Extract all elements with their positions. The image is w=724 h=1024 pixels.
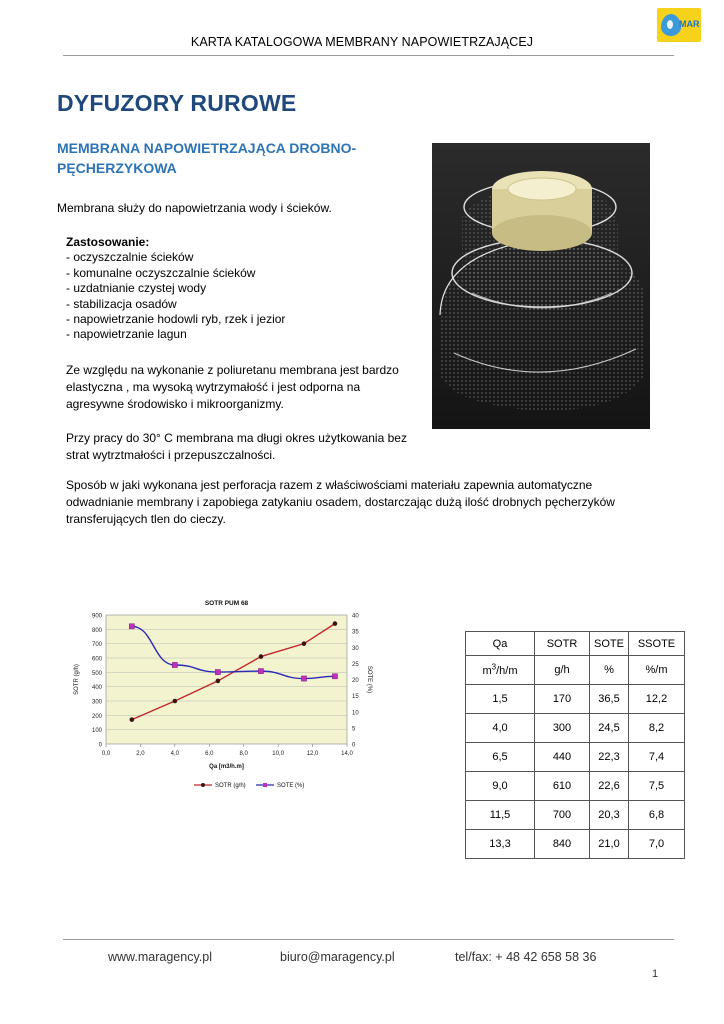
y-axis-label-left: SOTR (g/h) bbox=[74, 664, 80, 695]
list-item: - napowietrzanie hodowli ryb, rzek i jezior bbox=[66, 312, 286, 327]
table-cell: 4,0 bbox=[466, 714, 535, 743]
chart-svg bbox=[66, 591, 380, 801]
y-tick-label-left: 300 bbox=[91, 699, 102, 706]
y-tick-label-left: 200 bbox=[91, 713, 102, 720]
y-tick-label-right: 35 bbox=[352, 629, 359, 636]
subtitle-line-2: PĘCHERZYKOWA bbox=[57, 160, 177, 176]
x-axis-label: Qa [m3/h.m] bbox=[209, 764, 244, 770]
membrane-tubes-illustration bbox=[432, 143, 650, 429]
table-cell: 22,6 bbox=[590, 772, 629, 801]
table-unit-cell bbox=[466, 656, 535, 685]
table-unit-cell: % bbox=[590, 656, 629, 685]
x-tick-label: 8,0 bbox=[239, 751, 248, 757]
x-tick-label: 12,0 bbox=[306, 751, 319, 757]
paragraph-line: strat wytrztmałości i przepuszczalności. bbox=[66, 448, 276, 462]
data-point-sotr bbox=[259, 654, 264, 659]
table-cell: 12,2 bbox=[629, 685, 685, 714]
table-units-row bbox=[466, 656, 685, 685]
paragraph-temperature bbox=[66, 430, 416, 464]
header-title: KARTA KATALOGOWA MEMBRANY NAPOWIETRZAJĄCEJ bbox=[190, 35, 534, 49]
y-tick-label-left: 400 bbox=[91, 685, 102, 692]
x-tick-label: 0,0 bbox=[101, 751, 111, 757]
y-tick-label-right: 25 bbox=[352, 661, 359, 668]
table-row bbox=[466, 801, 685, 830]
legend-label: SOTR (g/h) bbox=[215, 783, 246, 790]
y-tick-label-right: 40 bbox=[352, 613, 359, 620]
list-item: - uzdatnianie czystej wody bbox=[66, 281, 207, 296]
data-point-sotr bbox=[333, 621, 338, 626]
applications-list bbox=[66, 235, 285, 343]
data-point-sotr bbox=[130, 717, 135, 722]
table-cell: 440 bbox=[535, 743, 590, 772]
y-tick-label-left: 600 bbox=[91, 656, 102, 663]
table-cell: 7,0 bbox=[629, 830, 685, 859]
table-cell: 7,4 bbox=[629, 743, 685, 772]
performance-table bbox=[465, 631, 685, 859]
table-header-cell: SSOTE bbox=[629, 632, 685, 656]
y-tick-label-right: 10 bbox=[352, 710, 359, 717]
table-cell: 840 bbox=[535, 830, 590, 859]
paragraph-line: Sposób w jaki wykonana jest perforacja razem z właściwościami materiału zapewnia automatyczne bbox=[66, 478, 593, 492]
table-cell: 24,5 bbox=[590, 714, 629, 743]
table-row bbox=[466, 685, 685, 714]
y-tick-label-right: 5 bbox=[352, 726, 356, 733]
logo-text: MAR bbox=[679, 19, 700, 29]
y-tick-label-left: 100 bbox=[91, 728, 102, 735]
table-unit-cell: g/h bbox=[535, 656, 590, 685]
unit-qa: $m^3/h/m$ bbox=[482, 662, 518, 678]
x-tick-label: 6,0 bbox=[205, 751, 214, 757]
table-cell: 6,5 bbox=[466, 743, 535, 772]
table-header-row bbox=[466, 632, 685, 656]
y-tick-label-right: 20 bbox=[352, 678, 359, 684]
legend-label: SOTE (%) bbox=[277, 783, 305, 790]
legend-marker bbox=[263, 783, 267, 787]
paragraph-line: odwadnianie membrany i zapobiega zatykaniu osadem, dostarczając dużą ilość drobnych pęcherzyków bbox=[66, 495, 615, 509]
table-row bbox=[466, 772, 685, 801]
table-cell: 13,3 bbox=[466, 830, 535, 859]
data-point-sote bbox=[215, 669, 220, 674]
table-cell: 7,5 bbox=[629, 772, 685, 801]
sotr-chart bbox=[66, 591, 380, 801]
data-point-sote bbox=[172, 662, 177, 667]
applications-heading: Zastosowanie: bbox=[66, 235, 150, 249]
data-point-sote bbox=[332, 674, 337, 679]
table-cell: 300 bbox=[535, 714, 590, 743]
data-point-sotr bbox=[302, 641, 307, 646]
y-axis-label-right: SOTE (%) bbox=[366, 665, 372, 694]
page-title: DYFUZORY RUROWE bbox=[57, 90, 297, 116]
table-cell: 22,3 bbox=[590, 743, 629, 772]
table-row bbox=[466, 743, 685, 772]
y-tick-label-left: 800 bbox=[91, 627, 102, 634]
table-row bbox=[466, 830, 685, 859]
y-tick-label-left: 500 bbox=[91, 670, 102, 677]
paragraph-perforation bbox=[66, 477, 666, 528]
unit-superscript: 3 bbox=[491, 662, 497, 672]
table-cell: 610 bbox=[535, 772, 590, 801]
table-unit-cell: %/m bbox=[629, 656, 685, 685]
table-cell: 36,5 bbox=[590, 685, 629, 714]
water-drop-icon bbox=[661, 14, 681, 36]
table-cell: 1,5 bbox=[466, 685, 535, 714]
paragraph-line: agresywne środowisko i mikroorganizmy. bbox=[66, 397, 284, 411]
y-tick-label-left: 700 bbox=[91, 642, 102, 649]
y-tick-label-left: 900 bbox=[91, 613, 102, 620]
table-cell: 21,0 bbox=[590, 830, 629, 859]
table-row bbox=[466, 714, 685, 743]
data-point-sotr bbox=[216, 679, 221, 684]
paragraph-line: Przy pracy do 30° C membrana ma długi okres użytkowania bez bbox=[66, 431, 407, 445]
data-point-sote bbox=[129, 624, 134, 629]
data-point-sote bbox=[258, 669, 263, 674]
paragraph-line: elastyczna , ma wysoką wytrzymałość i jest odporna na bbox=[66, 380, 361, 394]
list-item: - oczyszczalnie ścieków bbox=[66, 250, 194, 265]
x-tick-label: 10,0 bbox=[272, 751, 284, 757]
y-tick-label-right: 15 bbox=[352, 694, 359, 701]
table-header-cell: Qa bbox=[466, 632, 535, 656]
footer-phone: tel/fax: + 48 42 658 58 36 bbox=[455, 950, 597, 964]
data-point-sote bbox=[301, 676, 306, 681]
header-divider bbox=[63, 55, 674, 56]
y-tick-label-left: 0 bbox=[98, 742, 102, 749]
membrane-photo bbox=[432, 143, 650, 429]
footer-divider bbox=[63, 939, 674, 940]
table-header-cell: SOTR bbox=[535, 632, 590, 656]
table-cell: 700 bbox=[535, 801, 590, 830]
data-point-sotr bbox=[173, 699, 178, 704]
page-number: 1 bbox=[652, 968, 659, 980]
list-item: - napowietrzanie lagun bbox=[66, 327, 187, 342]
table-header-cell: SOTE bbox=[590, 632, 629, 656]
table-cell: 8,2 bbox=[629, 714, 685, 743]
table-cell: 20,3 bbox=[590, 801, 629, 830]
y-tick-label-right: 30 bbox=[352, 645, 359, 652]
table-cell: 170 bbox=[535, 685, 590, 714]
section-subtitle bbox=[57, 138, 387, 178]
x-tick-label: 4,0 bbox=[170, 751, 180, 757]
footer-email-link[interactable]: biuro@maragency.pl bbox=[280, 950, 395, 964]
paragraph-line: transferujących tlen do cieczy. bbox=[66, 512, 226, 526]
footer-website-link[interactable]: www.maragency.pl bbox=[108, 950, 212, 964]
table-cell: 9,0 bbox=[466, 772, 535, 801]
intro-text: Membrana służy do napowietrzania wody i ścieków. bbox=[57, 201, 332, 215]
list-item: - stabilizacja osadów bbox=[66, 296, 177, 311]
paragraph-material bbox=[66, 362, 416, 413]
x-tick-label: 2,0 bbox=[136, 751, 145, 757]
legend-marker bbox=[201, 783, 205, 787]
y-tick-label-right: 0 bbox=[352, 742, 356, 749]
subtitle-line-1: MEMBRANA NAPOWIETRZAJĄCA DROBNO- bbox=[57, 140, 357, 156]
list-item: - komunalne oczyszczalnie ścieków bbox=[66, 265, 256, 280]
table-cell: 11,5 bbox=[466, 801, 535, 830]
table-cell: 6,8 bbox=[629, 801, 685, 830]
plot-area bbox=[106, 615, 347, 744]
chart-title: SOTR PUM 68 bbox=[204, 600, 249, 607]
x-tick-label: 14,0 bbox=[341, 751, 353, 757]
paragraph-line: Ze względu na wykonanie z poliuretanu membrana jest bardzo bbox=[66, 363, 399, 377]
